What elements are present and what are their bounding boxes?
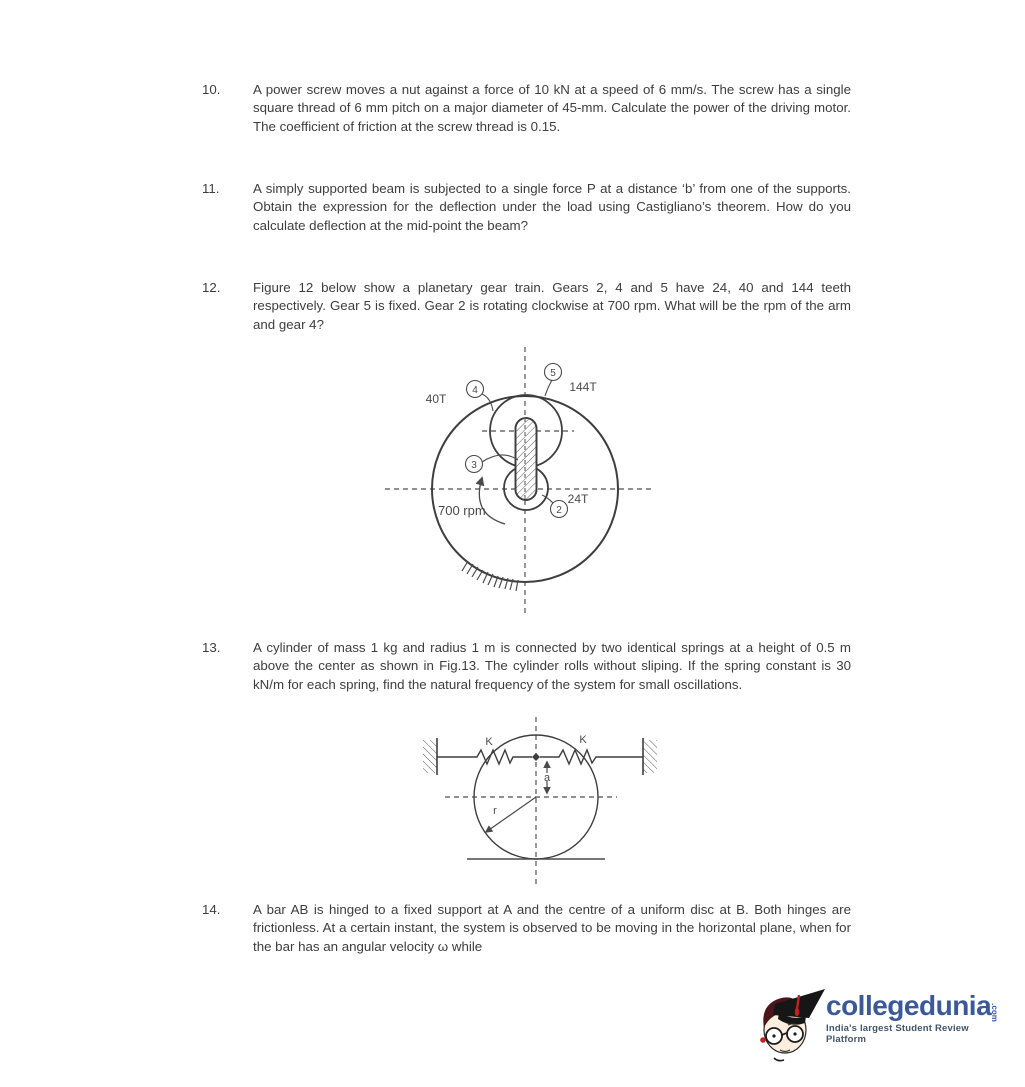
speed-label: 700 rpm (438, 503, 486, 518)
right-spring-label: K (579, 734, 587, 746)
question-number: 10. (202, 82, 221, 97)
gear-5-balloon (545, 364, 562, 381)
logo-tagline: India's largest Student Review Platform (826, 1023, 969, 1045)
question-number: 14. (202, 902, 221, 917)
gear-4-balloon (467, 381, 484, 398)
arm-number: 3 (471, 460, 477, 471)
gear-4-number: 4 (472, 385, 478, 396)
logo-text-block (826, 990, 1010, 1045)
question-number: 11. (202, 181, 220, 196)
left-wall (423, 740, 437, 773)
offset-label: a (543, 772, 551, 784)
attachment-point (532, 753, 540, 761)
leader-gear5 (545, 380, 552, 396)
gear-2-teeth-label: 24T (567, 492, 589, 506)
gear-2-balloon (551, 501, 568, 518)
arm-link-hatch (516, 418, 537, 500)
gear-5-number: 5 (550, 368, 556, 379)
figure-13-cylinder-springs (418, 714, 662, 890)
question-number: 13. (202, 640, 221, 655)
question-text: A cylinder of mass 1 kg and radius 1 m is connected by two identical springs at a height of 0.5 m above the center as shown in Fig.13. The cylinder rolls without sliping. If the spring constant is 30 kN/m for each spring, find the natural frequency of the system for small oscillations. (253, 640, 851, 692)
right-spring (540, 750, 643, 764)
question-text: A bar AB is hinged to a fixed support at A and the centre of a uniform disc at B. Both hinges are frictionless. At a certain instant, the system is observed to be moving in the horizontal plane, when for the bar has an angular velocity ω while (253, 902, 851, 954)
radius-label: r (493, 805, 497, 817)
question-text: A power screw moves a nut against a force of 10 kN at a speed of 6 mm/s. The screw has a single square thread of 6 mm pitch on a major diameter of 45-mm. Calculate the power of the driving motor. The coefficient of friction at the screw thread is 0.15. (253, 82, 851, 134)
collegedunia-logo (748, 982, 998, 1064)
figure-12-planetary-gear-train (378, 343, 670, 621)
gear-4-teeth-label: 40T (425, 392, 447, 406)
logo-brand-text: collegedunia (826, 990, 992, 1021)
right-wall (643, 740, 657, 773)
arm-balloon (466, 456, 483, 473)
question-text: Figure 12 below show a planetary gear train. Gears 2, 4 and 5 have 24, 40 and 144 teeth respectively. Gear 5 is fixed. Gear 2 is rotating clockwise at 700 rpm. What will be the rpm of the arm and gear 4? (253, 280, 851, 332)
gear-5-teeth-label: 144T (569, 380, 597, 394)
question-text: A simply supported beam is subjected to a single force P at a distance ‘b’ from one of the supports. Obtain the expression for the deflection under the load using Castigliano’s theorem. How do you calculate deflection at the mid-point the beam? (253, 181, 851, 233)
question-number: 12. (202, 280, 221, 295)
collegedunia-mascot-icon (748, 982, 828, 1062)
gear-2-number: 2 (556, 505, 562, 516)
logo-tld-text: .com (989, 1003, 999, 1023)
left-spring-label: K (485, 736, 493, 748)
